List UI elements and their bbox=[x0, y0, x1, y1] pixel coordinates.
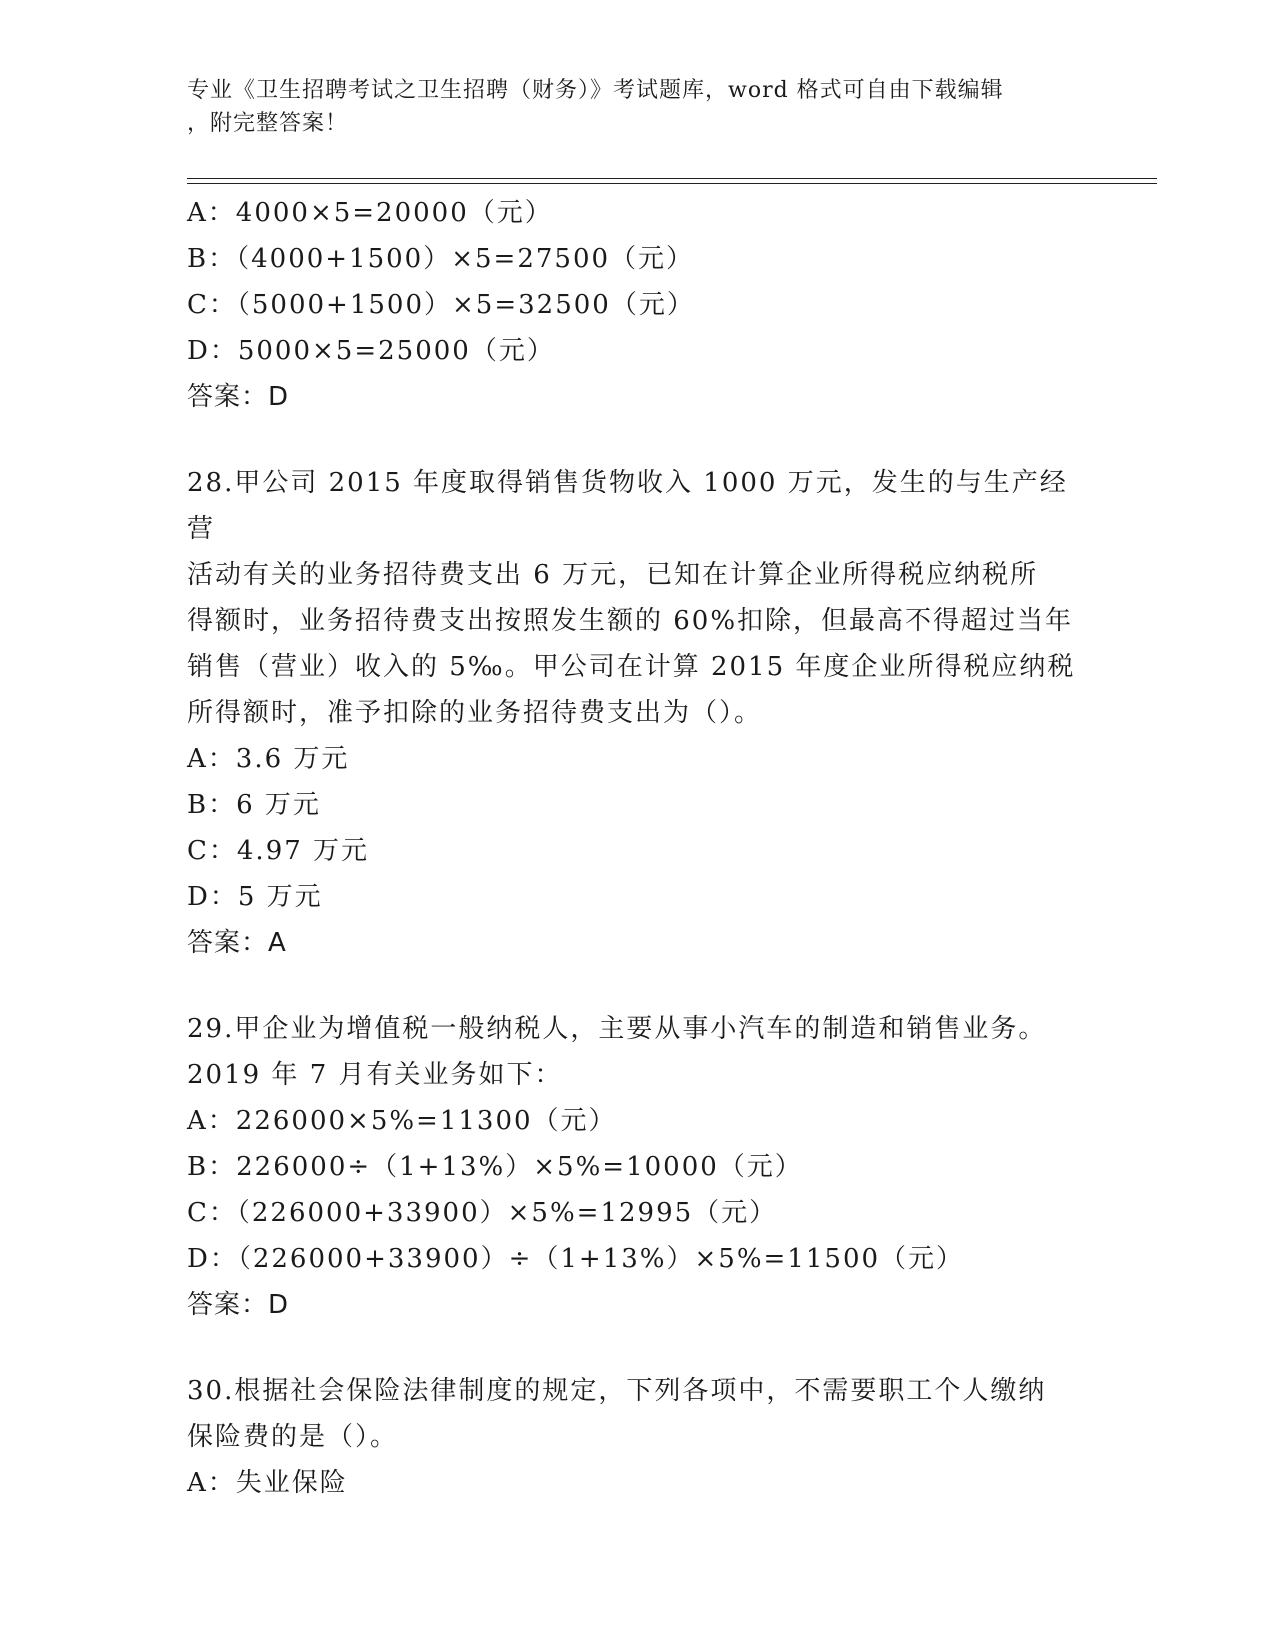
option-d: D：（226000+33900）÷（1+13%）×5%=11500（元） bbox=[187, 1244, 965, 1274]
answer: 答案：A bbox=[187, 928, 287, 958]
question-content bbox=[187, 190, 1087, 1506]
option-a: A：3.6 万元 bbox=[187, 744, 350, 774]
header-rule-bottom bbox=[187, 183, 1157, 184]
question-27 bbox=[187, 190, 1087, 420]
option-d: D：5 万元 bbox=[187, 882, 323, 912]
option-a: A：失业保险 bbox=[187, 1468, 348, 1498]
option-b: B：6 万元 bbox=[187, 790, 321, 820]
question-text-line: 28.甲公司 2015 年度取得销售货物收入 1000 万元，发生的与生产经营 bbox=[187, 468, 1068, 544]
header-line-1: 专业《卫生招聘考试之卫生招聘（财务）》考试题库，word 格式可自由下载编辑 bbox=[187, 78, 1004, 103]
option-c: C：（5000+1500）×5=32500（元） bbox=[187, 290, 695, 320]
question-29 bbox=[187, 1006, 1087, 1328]
question-text-line: 2019 年 7 月有关业务如下： bbox=[187, 1060, 563, 1090]
question-text-line: 所得额时，准予扣除的业务招待费支出为（）。 bbox=[187, 698, 763, 728]
option-c: C：（226000+33900）×5%=12995（元） bbox=[187, 1198, 778, 1228]
question-text-line: 活动有关的业务招待费支出 6 万元，已知在计算企业所得税应纳税所 bbox=[187, 560, 1039, 590]
header-rule-top bbox=[187, 178, 1157, 179]
question-text-line: 30.根据社会保险法律制度的规定，下列各项中，不需要职工个人缴纳 bbox=[187, 1376, 1047, 1406]
answer: 答案：D bbox=[187, 1290, 290, 1320]
option-a: A：4000×5=20000（元） bbox=[187, 198, 553, 228]
option-b: B：226000÷（1+13%）×5%=10000（元） bbox=[187, 1152, 803, 1182]
question-text-line: 29.甲企业为增值税一般纳税人，主要从事小汽车的制造和销售业务。 bbox=[187, 1014, 1047, 1044]
option-a: A：226000×5%=11300（元） bbox=[187, 1106, 617, 1136]
question-text-line: 保险费的是（）。 bbox=[187, 1422, 399, 1452]
option-c: C：4.97 万元 bbox=[187, 836, 370, 866]
option-d: D：5000×5=25000（元） bbox=[187, 336, 555, 366]
question-30 bbox=[187, 1368, 1087, 1506]
question-28 bbox=[187, 460, 1087, 966]
option-b: B：（4000+1500）×5=27500（元） bbox=[187, 244, 695, 274]
document-header bbox=[187, 74, 1067, 140]
header-line-2: ，附完整答案！ bbox=[187, 111, 349, 136]
answer: 答案：D bbox=[187, 382, 290, 412]
question-text-line: 销售（营业）收入的 5‰。甲公司在计算 2015 年度企业所得税应纳税 bbox=[187, 652, 1076, 682]
question-text-line: 得额时，业务招待费支出按照发生额的 60%扣除，但最高不得超过当年 bbox=[187, 606, 1074, 636]
